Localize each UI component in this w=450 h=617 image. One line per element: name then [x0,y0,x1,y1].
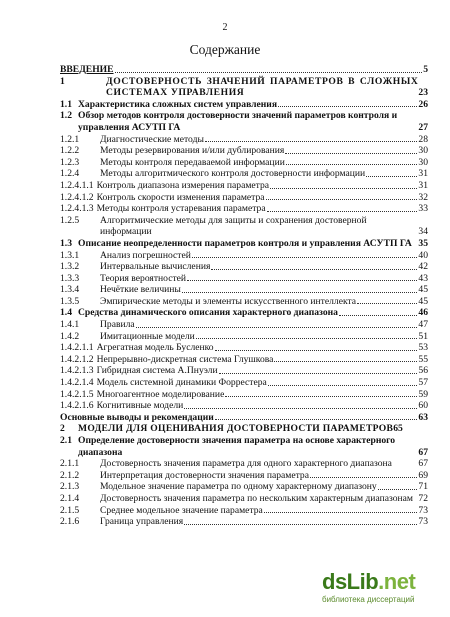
toc-leader [184,408,417,409]
toc-entry[interactable] [60,157,428,169]
toc-entry[interactable] [60,516,428,528]
toc-entry[interactable] [60,342,428,354]
toc-entry[interactable] [60,192,428,204]
dslib-watermark[interactable] [322,569,440,607]
toc-entry-page: 47 [418,319,428,331]
toc-entry-number: 1 [60,75,65,87]
toc-entry-number: 2 [60,423,65,435]
toc-entry-number: 1.2.3 [60,156,80,168]
toc-entry-page: 26 [418,98,428,110]
toc-entry-label: Имитационные модели [100,330,195,342]
toc-entry-page: 73 [418,504,428,516]
toc-entry-page: 34 [418,226,428,238]
toc-entry-number: 2.1.5 [60,504,80,516]
toc-entry-page: 53 [418,342,428,354]
toc-entry-label: Среднее модельное значение параметра [100,504,263,516]
toc-leader [187,280,417,281]
toc-entry-label: Теория вероятностей [100,272,187,284]
toc-entry-label: Средства динамического описания характерного диапазона [78,307,338,319]
toc-entry-page: 56 [418,365,428,377]
toc-entry[interactable] [60,412,428,424]
toc-entry[interactable] [60,284,428,296]
toc-entry-number: 2.1 [60,435,72,446]
toc-leader [274,361,417,362]
toc-leader [378,489,418,490]
toc-leader [205,141,418,142]
toc-entry-page: 71 [418,481,428,493]
toc-leader [266,199,418,200]
toc-entry-label: Методы алгоритмического контроля достоверности информации [100,168,366,180]
toc-entry-number: 1.4.2.1.2 [60,353,94,365]
toc-entry-label: Модельное значение параметра по одному характерному диапазону [100,481,377,493]
toc-entry-page: 63 [418,411,428,423]
toc-entry-page: 30 [418,145,428,157]
toc-entry[interactable] [60,470,428,482]
toc-entry-number: 1.3.5 [60,295,80,307]
toc-entry[interactable] [60,134,428,146]
toc-entry-page: 35 [418,237,428,249]
toc-entry-number: 1.1 [60,98,72,110]
dslib-logo [322,569,415,595]
toc-entry[interactable] [60,319,428,331]
toc-entry[interactable] [60,145,428,157]
toc-entry-page: 40 [418,249,428,261]
toc-entry-page: 32 [418,191,428,203]
toc-leader [196,338,418,339]
toc-leader [285,153,417,154]
toc-entry-label: Алгоритмические методы для защиты и сохранения достоверной информации [100,214,367,238]
toc-entry-label: Описание неопределенности параметров контроля и управления АСУТП ГА [78,237,412,249]
toc-entry-page: 67 [418,446,428,458]
toc-entry-number: 1.4 [60,307,72,319]
toc-entry-number: 1.2.4.1.3 [60,203,94,215]
toc-entry-page: 43 [418,272,428,284]
toc-entry[interactable] [60,331,428,343]
toc-entry-number: 1.2.1 [60,133,80,145]
toc-entry-label: Контроль диапазона измерения параметра [96,179,270,191]
toc-leader [115,72,423,73]
toc-entry-page: 60 [418,400,428,412]
toc-entry-label: Многоагентное моделирование [96,388,225,400]
toc-entry-label: Агрегатная модель Бусленко [96,342,214,354]
toc-entry-page: 69 [418,469,428,481]
toc-entry-number: 1.4.2 [60,330,80,342]
toc-entry-label: Эмпирические методы и элементы искусственного интеллекта [100,295,357,307]
toc-entry-number: 1.4.1 [60,319,80,331]
toc-entry-label: Непрерывно-дискретная система Глушкова [96,353,274,365]
toc-entry-label: Нечёткие величины [100,284,181,296]
toc-entry-number: 1.2.4.1.2 [60,191,94,203]
toc-entry-label: Когнитивные модели [96,400,184,412]
toc-entry[interactable] [60,76,428,99]
toc-entry-page: 51 [418,330,428,342]
toc-entry-label: МОДЕЛИ ДЛЯ ОЦЕНИВАНИЯ ДОСТОВЕРНОСТИ ПАРАМЕТРОВ [78,423,394,435]
toc-entry-number: 1.2.5 [60,214,80,226]
toc-entry-page: 31 [418,168,428,180]
toc-entry-page: 30 [418,156,428,168]
toc-entry[interactable] [60,389,428,401]
toc-leader [225,396,417,397]
toc-entry[interactable] [60,481,428,493]
toc-entry-number: 1.2 [60,110,72,122]
toc-leader [286,164,418,165]
toc-entry-label: Интервальные вычисления [100,261,211,273]
logo-main: dsLib [322,569,379,594]
toc-entry-label: ДОСТОВЕРНОСТЬ ЗНАЧЕНИЙ ПАРАМЕТРОВ В СЛОЖНЫХ СИСТЕМАХ УПРАВЛЕНИЯ [106,75,419,99]
toc-entry-page: 5 [423,64,428,75]
toc-entry-number: 1.4.2.1.3 [60,365,94,377]
toc-leader [264,512,418,513]
toc-entry[interactable] [60,261,428,273]
toc-leader [267,211,418,212]
toc-entry-number: 1.3.1 [60,249,80,261]
watermark-subtitle: библиотека диссертаций [322,595,415,604]
toc-entry[interactable] [60,64,428,76]
toc-entry-page: 55 [418,353,428,365]
toc-entry-page: 72 [418,492,428,504]
toc-leader [184,524,417,525]
toc-entry[interactable] [60,365,428,377]
toc-entry[interactable] [60,505,428,517]
toc-entry-page: 42 [418,261,428,273]
logo-suffix: .net [378,569,416,594]
toc-entry-label: Интерпретация достоверности значения параметра [100,469,309,481]
toc-entry-label: Модель системной динамики Форрестера [96,377,267,389]
toc-entry-page: 67 [418,458,428,470]
toc-entry-page: 33 [418,203,428,215]
toc-entry-label: Достоверность значения параметра по нескольким характерным диапазонам [100,492,413,504]
toc-entry-label: Основные выводы и рекомендации [60,411,214,423]
toc-entry-page: 23 [418,87,428,99]
toc-entry[interactable] [60,307,428,319]
toc-entry-page: 27 [418,121,428,133]
toc-entry-label: Граница управления [100,516,184,528]
toc-entry-number: 1.3.2 [60,261,80,273]
toc-leader [310,477,417,478]
toc-entry-label: Диагностические методы [100,133,204,145]
toc-entry-page: 73 [418,516,428,528]
toc-entry-label: Методы контроля устаревания параметра [96,203,266,215]
toc-entry[interactable] [60,168,428,180]
toc-entry[interactable] [60,110,428,133]
page-number: 2 [222,22,228,33]
toc-entry-number: 2.1.3 [60,481,80,493]
toc-leader [192,257,418,258]
toc-entry[interactable] [60,400,428,412]
toc-entry-label: Анализ погрешностей [100,249,191,261]
toc-entry-page: 59 [418,388,428,400]
toc-entry-label: Обзор методов контроля достоверности значений параметров контроля и управления АСУТП ГА [78,110,398,133]
toc-entry[interactable] [60,435,428,458]
toc-entry[interactable] [60,458,428,470]
toc-entry-number: 1.3.3 [60,272,80,284]
toc-entry-page: 57 [418,377,428,389]
toc-leader [182,292,418,293]
toc-entry-number: 2.1.6 [60,516,80,528]
toc-entry-number: 1.4.2.1.1 [60,342,94,354]
toc-leader [278,106,417,107]
toc-entry-page: 46 [418,307,428,319]
toc-entry-label: Методы контроля передаваемой информации [100,156,285,168]
toc-entry-label: Гибридная система А.Пнуэли [96,365,218,377]
toc-leader [215,350,418,351]
toc-entry-number: 1.2.2 [60,145,80,157]
page-title: Содержание [189,42,261,57]
toc-entry-label: Контроль скорости изменения параметра [96,191,265,203]
toc-entry-label: Методы резервирования и/или дублирования [100,145,285,157]
toc-leader [211,269,417,270]
toc-entry-number: 1.4.2.1.6 [60,400,94,412]
toc-entry[interactable] [60,377,428,389]
toc-entry[interactable] [60,493,428,505]
toc-entry-number: 2.1.2 [60,469,80,481]
toc-entry-number: 1.2.4 [60,168,80,180]
toc-entry-number: 1.3 [60,237,72,249]
toc-entry-number: 1.4.2.1.5 [60,388,94,400]
toc-entry-page: 65 [393,423,403,435]
toc-entry-label: Определение достоверности значения параметра на основе характерного диапазона [78,435,396,458]
toc-entry[interactable] [60,180,428,192]
toc-leader [339,315,417,316]
toc-entry-page: 45 [418,284,428,296]
toc-entry[interactable] [60,273,428,285]
toc-leader [268,385,418,386]
table-of-contents [60,64,428,528]
toc-entry-number: 2.1.4 [60,492,80,504]
toc-entry-page: 45 [418,295,428,307]
toc-leader [270,188,417,189]
toc-entry-page: 28 [418,133,428,145]
toc-entry[interactable] [60,250,428,262]
toc-entry-number: 1.3.4 [60,284,80,296]
toc-entry[interactable] [60,203,428,215]
toc-entry[interactable] [60,423,428,435]
toc-leader [136,327,418,328]
toc-entry-label: Правила [100,319,135,331]
toc-entry-number: 1.2.4.1.1 [60,179,94,191]
toc-entry[interactable] [60,296,428,308]
toc-leader [219,373,418,374]
toc-entry-number: 2.1.1 [60,458,80,470]
toc-entry[interactable] [60,215,428,238]
toc-entry-label: Достоверность значения параметра для одного характерного диапазона [100,458,392,470]
toc-entry[interactable] [60,238,428,250]
toc-entry[interactable] [60,99,428,111]
toc-leader [366,176,417,177]
toc-leader [357,303,417,304]
toc-entry[interactable] [60,354,428,366]
toc-leader [215,419,418,420]
toc-entry-label: Характеристика сложных систем управления [78,98,278,110]
toc-entry-number: 1.4.2.1.4 [60,377,94,389]
toc-entry-label: ВВЕДЕНИЕ [60,64,114,75]
toc-entry-page: 31 [418,179,428,191]
